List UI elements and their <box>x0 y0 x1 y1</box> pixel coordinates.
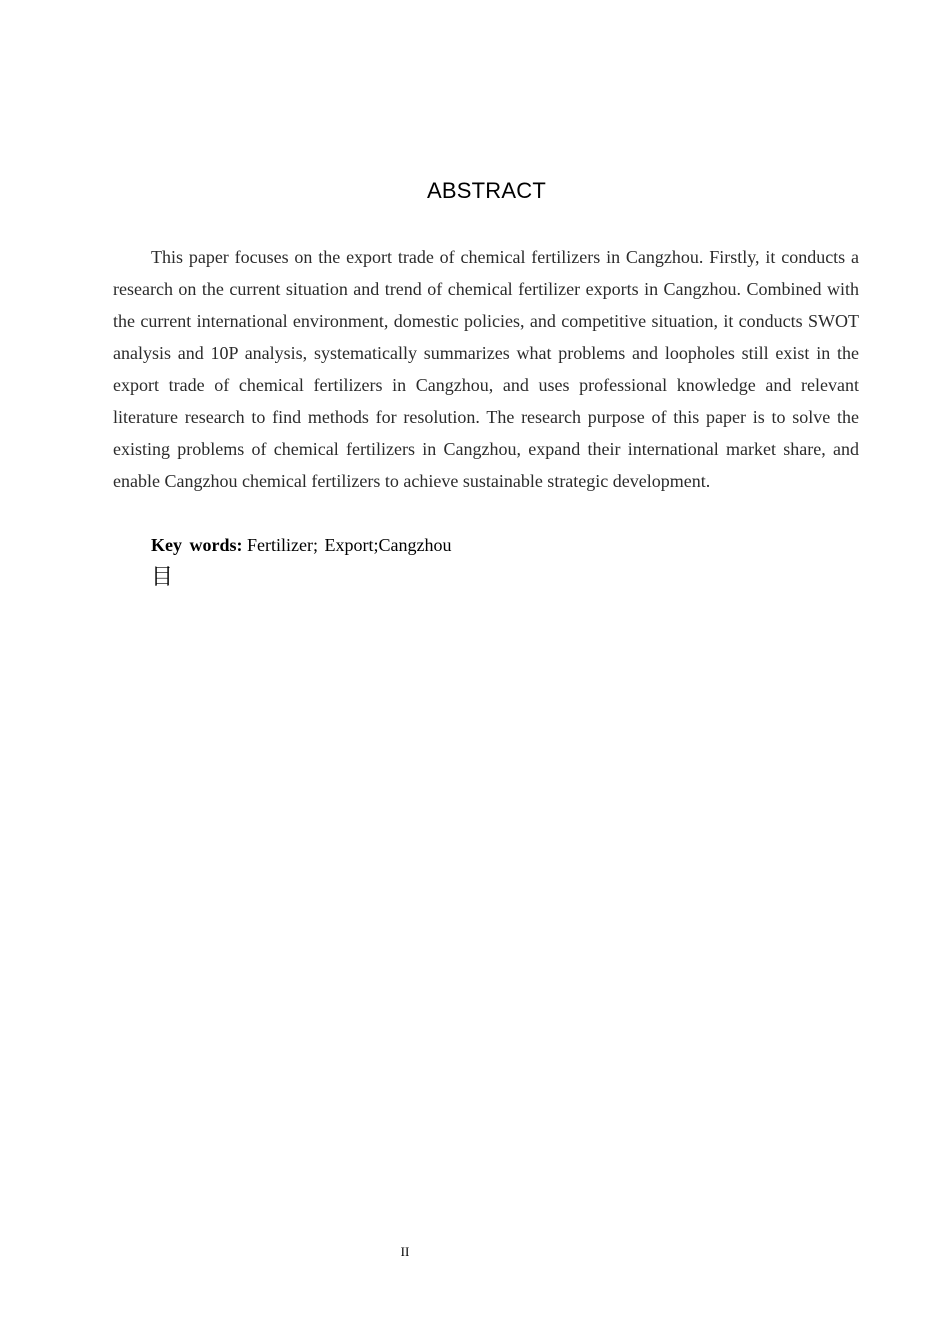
keywords-values: Fertilizer; Export;Cangzhou <box>247 535 452 555</box>
toc-heading-fragment: 目 <box>151 565 174 590</box>
page-number: II <box>400 1244 410 1259</box>
abstract-title: ABSTRACT <box>427 178 546 203</box>
abstract-body: This paper focuses on the export trade of chemical fertilizers in Cangzhou. Firstly, it conducts a research on the current situation and trend of chemical fertilizer exports in Cangzhou. Combined with the current international environment, domestic policies, and competitive situation, it conducts SWOT analysis and 10P analysis, systematically summarizes what problems and loopholes still exist in the export trade of chemical fertilizers in Cangzhou, and uses professional knowledge and relevant literature research to find methods for resolution. The research purpose of this paper is to solve the existing problems of chemical fertilizers in Cangzhou, expand their international market share, and enable Cangzhou chemical fertilizers to achieve sustainable strategic development. <box>113 247 859 491</box>
keywords-line <box>151 529 859 561</box>
keywords-label: Key words: <box>151 535 243 555</box>
